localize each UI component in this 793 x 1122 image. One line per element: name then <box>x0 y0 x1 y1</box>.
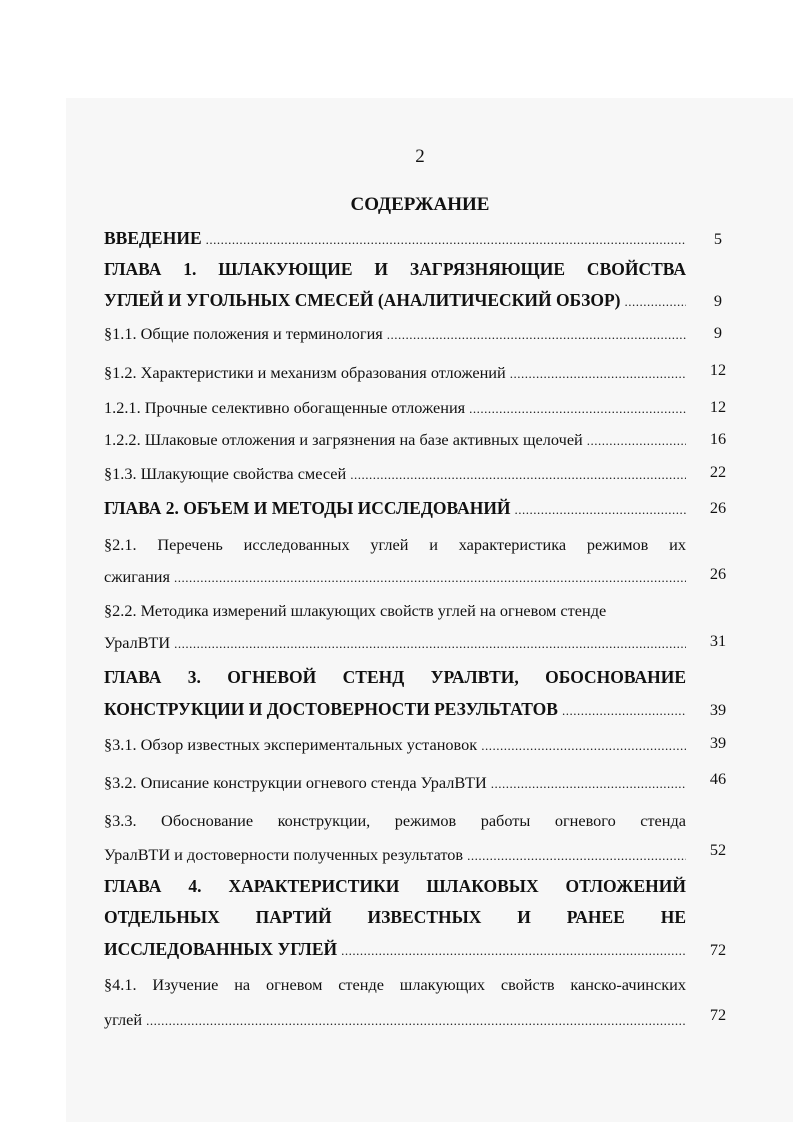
dot-leader <box>467 846 686 866</box>
toc-entry <box>104 811 686 831</box>
toc-page-number: 9 <box>713 291 723 310</box>
toc-page-number: 12 <box>709 360 727 379</box>
toc-entry-text: §1.1. Общие положения и терминология <box>104 324 383 343</box>
toc-entry-text: §2.1. Перечень исследованных углей и характеристика режимов их <box>104 535 686 554</box>
toc-entry-text: 1.2.2. Шлаковые отложения и загрязнения на базе активных щелочей <box>104 430 583 449</box>
toc-page-number: 12 <box>709 397 727 416</box>
toc-page-number: 22 <box>709 462 727 481</box>
toc-entry <box>104 601 686 621</box>
toc-entry-continuation <box>104 290 686 312</box>
toc-page-number: 26 <box>709 498 727 517</box>
toc-title: СОДЕРЖАНИЕ <box>350 194 490 215</box>
toc-entry-continuation <box>104 939 686 961</box>
dot-leader <box>491 774 686 794</box>
toc-entry-text: КОНСТРУКЦИИ И ДОСТОВЕРНОСТИ РЕЗУЛЬТАТОВ <box>104 699 558 719</box>
toc-entry-text: §3.1. Обзор известных экспериментальных установок <box>104 735 478 754</box>
toc-entry <box>104 735 686 756</box>
toc-entry <box>104 535 686 555</box>
dot-leader <box>515 500 686 520</box>
dot-leader <box>481 736 686 756</box>
toc-entry-text: ОТДЕЛЬНЫХ ПАРТИЙ ИЗВЕСТНЫХ И РАНЕЕ НЕ <box>104 907 686 927</box>
toc-entry <box>104 876 686 896</box>
toc-entry-text: ГЛАВА 3. ОГНЕВОЙ СТЕНД УРАЛВТИ, ОБОСНОВАНИЕ <box>104 667 686 687</box>
toc-entry-text: ГЛАВА 1. ШЛАКУЮЩИЕ И ЗАГРЯЗНЯЮЩИЕ СВОЙСТВА <box>104 259 686 279</box>
toc-entry <box>104 975 686 995</box>
toc-entry-text: УралВТИ <box>104 633 171 652</box>
toc-entry <box>104 259 686 279</box>
toc-page-number: 72 <box>709 940 727 959</box>
dot-leader <box>146 1011 686 1031</box>
toc-entry-text: ИССЛЕДОВАННЫХ УГЛЕЙ <box>104 939 338 959</box>
toc-entry-text: §2.2. Методика измерений шлакующих свойств углей на огневом стенде <box>104 601 607 620</box>
toc-entry <box>104 430 686 451</box>
dot-leader <box>387 325 686 345</box>
dot-leader <box>469 399 686 419</box>
dot-leader <box>587 431 686 451</box>
toc-entry-text: ГЛАВА 2. ОБЪЕМ И МЕТОДЫ ИССЛЕДОВАНИЙ <box>104 498 511 518</box>
toc-entry-text: ГЛАВА 4. ХАРАКТЕРИСТИКИ ШЛАКОВЫХ ОТЛОЖЕНИЙ <box>104 876 686 896</box>
page-number: 2 <box>415 146 425 167</box>
toc-entry-text: УГЛЕЙ И УГОЛЬНЫХ СМЕСЕЙ (АНАЛИТИЧЕСКИЙ ОБЗОР) <box>104 290 621 310</box>
toc-entry-text: ВВЕДЕНИЕ <box>104 228 202 248</box>
toc-page-number: 9 <box>713 323 723 342</box>
dot-leader <box>174 568 686 588</box>
toc-entry-continuation <box>104 567 686 588</box>
toc-page-number: 26 <box>709 564 727 583</box>
dot-leader <box>341 941 686 961</box>
toc-page-number: 52 <box>709 840 727 859</box>
toc-entry-text: 1.2.1. Прочные селективно обогащенные отложения <box>104 398 466 417</box>
toc-entry-text: §4.1. Изучение на огневом стенде шлакующих свойств канско-ачинских <box>104 975 686 994</box>
dot-leader <box>206 230 686 250</box>
toc-entry-text: §3.2. Описание конструкции огневого стенда УралВТИ <box>104 773 487 792</box>
toc-entry-continuation <box>104 699 686 721</box>
toc-entry-text: §1.3. Шлакующие свойства смесей <box>104 464 347 483</box>
toc-page-number: 39 <box>709 733 727 752</box>
toc-entry-text: УралВТИ и достоверности полученных результатов <box>104 845 464 864</box>
toc-entry <box>104 324 686 345</box>
dot-leader <box>174 634 686 654</box>
toc-entry-text: углей <box>104 1010 143 1029</box>
toc-page-number: 39 <box>709 700 727 719</box>
toc-page-number: 16 <box>709 429 727 448</box>
dot-leader <box>350 465 686 485</box>
toc-entry-text: §1.2. Характеристики и механизм образования отложений <box>104 363 506 382</box>
toc-entry <box>104 667 686 687</box>
toc-entry <box>104 363 686 384</box>
toc-entry-continuation <box>104 633 686 654</box>
toc-entry <box>104 398 686 419</box>
toc-entry-text: сжигания <box>104 567 171 586</box>
toc-entry <box>104 498 686 520</box>
toc-entry <box>104 228 686 250</box>
toc-page-number: 5 <box>713 229 723 248</box>
toc-page-number: 31 <box>709 631 727 650</box>
toc-entry-continuation <box>104 1010 686 1031</box>
toc-entry-text: §3.3. Обоснование конструкции, режимов работы огневого стенда <box>104 811 686 830</box>
dot-leader <box>625 292 687 312</box>
toc-entry <box>104 464 686 485</box>
toc-page-number: 46 <box>709 769 727 788</box>
toc-page-number: 72 <box>709 1005 727 1024</box>
toc-entry-continuation <box>104 845 686 866</box>
dot-leader <box>562 701 686 721</box>
toc-entry <box>104 773 686 794</box>
dot-leader <box>510 364 686 384</box>
toc-entry-continuation <box>104 907 686 927</box>
